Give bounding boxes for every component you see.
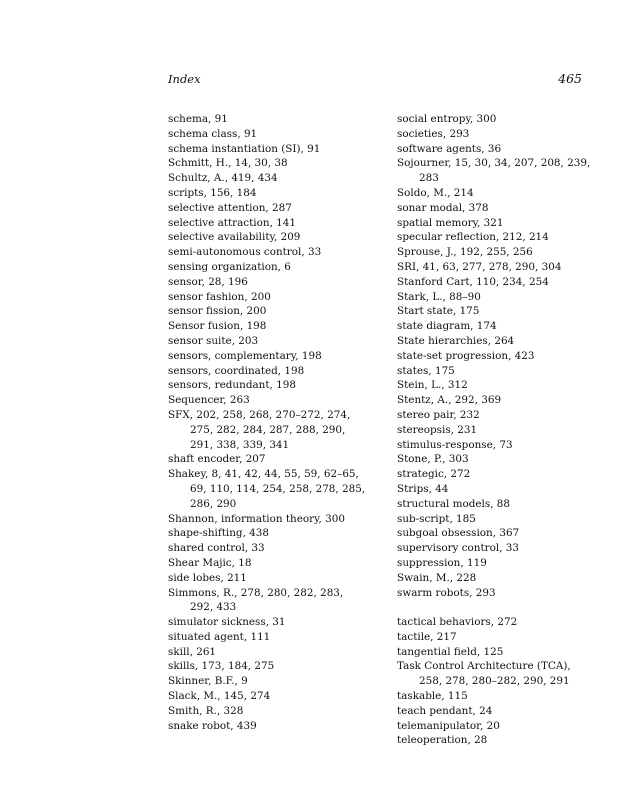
index-entry: selective attraction, 141 bbox=[168, 216, 297, 229]
index-entry: stereopsis, 231 bbox=[397, 423, 478, 436]
index-entry: strategic, 272 bbox=[397, 468, 471, 481]
index-entry: sub-script, 185 bbox=[397, 512, 476, 525]
index-entry: tactical behaviors, 272 bbox=[397, 616, 518, 629]
index-entry: scripts, 156, 184 bbox=[168, 186, 257, 199]
index-entry: sensors, redundant, 198 bbox=[168, 379, 296, 392]
index-entry: Schmitt, H., 14, 30, 38 bbox=[168, 157, 288, 170]
index-entry: Stentz, A., 292, 369 bbox=[397, 394, 502, 407]
index-entry: Slack, M., 145, 274 bbox=[168, 690, 271, 703]
index-entry: Sprouse, J., 192, 255, 256 bbox=[397, 246, 533, 259]
index-entry: schema, 91 bbox=[168, 113, 228, 125]
index-entry: Smith, R., 328 bbox=[168, 704, 244, 717]
index-entry: Task Control Architecture (TCA), 258, 278, 280–282, 290, 291 bbox=[397, 660, 571, 688]
index-entry: sensing organization, 6 bbox=[168, 260, 291, 273]
index-column-left bbox=[168, 112, 368, 733]
index-entry: skills, 173, 184, 275 bbox=[168, 660, 275, 673]
index-entry: taskable, 115 bbox=[397, 690, 468, 703]
index-entry: situated agent, 111 bbox=[168, 630, 271, 643]
index-entry: states, 175 bbox=[397, 364, 455, 377]
index-entry: Shakey, 8, 41, 42, 44, 55, 59, 62–65, 69, 110, 114, 254, 258, 278, 285, 286, 290 bbox=[168, 468, 366, 510]
index-entry: state-set progression, 423 bbox=[397, 349, 535, 362]
index-entry: Stone, P., 303 bbox=[397, 453, 469, 466]
running-header-title: Index bbox=[168, 72, 201, 86]
index-entry: Sequencer, 263 bbox=[168, 394, 250, 407]
index-entry: Sojourner, 15, 30, 34, 207, 208, 239, 283 bbox=[397, 157, 591, 185]
index-entry: state diagram, 174 bbox=[397, 320, 497, 333]
index-entry: specular reflection, 212, 214 bbox=[397, 231, 549, 244]
index-column-right bbox=[397, 112, 597, 748]
index-entry: Soldo, M., 214 bbox=[397, 186, 474, 199]
index-entry: snake robot, 439 bbox=[168, 719, 257, 732]
index-entry: schema instantiation (SI), 91 bbox=[168, 142, 321, 155]
index-entry: sensor fashion, 200 bbox=[168, 290, 271, 303]
index-entry: Stark, L., 88–90 bbox=[397, 290, 481, 303]
index-entry: shape-shifting, 438 bbox=[168, 527, 270, 540]
index-entry: schema class, 91 bbox=[168, 127, 258, 140]
index-entry: Shannon, information theory, 300 bbox=[168, 512, 345, 525]
index-entry: selective attention, 287 bbox=[168, 201, 292, 214]
index-entry: shaft encoder, 207 bbox=[168, 453, 266, 466]
index-entry: social entropy, 300 bbox=[397, 113, 497, 125]
index-entry: subgoal obsession, 367 bbox=[397, 527, 520, 540]
index-entry: SRI, 41, 63, 277, 278, 290, 304 bbox=[397, 260, 562, 273]
index-entry: sensor fission, 200 bbox=[168, 305, 267, 318]
index-entry: Swain, M., 228 bbox=[397, 571, 477, 584]
index-entry: side lobes, 211 bbox=[168, 571, 247, 584]
index-entry: semi-autonomous control, 33 bbox=[168, 246, 322, 259]
index-entry: teleoperation, 28 bbox=[397, 734, 488, 747]
index-entry: societies, 293 bbox=[397, 127, 470, 140]
index-entry: supervisory control, 33 bbox=[397, 542, 520, 555]
index-entry: Skinner, B.F., 9 bbox=[168, 675, 248, 688]
index-entry: telemanipulator, 20 bbox=[397, 719, 500, 732]
index-entry: shared control, 33 bbox=[168, 542, 265, 555]
index-entry: tangential field, 125 bbox=[397, 645, 504, 658]
index-entry: sonar modal, 378 bbox=[397, 201, 489, 214]
index-entry: Schultz, A., 419, 434 bbox=[168, 172, 278, 185]
page-number: 465 bbox=[558, 71, 582, 86]
letter-group-gap bbox=[397, 600, 597, 615]
index-entry: tactile, 217 bbox=[397, 630, 457, 643]
index-entry: Start state, 175 bbox=[397, 305, 480, 318]
index-entry: SFX, 202, 258, 268, 270–272, 274, 275, 282, 284, 287, 288, 290, 291, 338, 339, 341 bbox=[168, 408, 351, 451]
index-entry: simulator sickness, 31 bbox=[168, 616, 286, 629]
index-entry: Strips, 44 bbox=[397, 482, 449, 495]
index-entry: sensor, 28, 196 bbox=[168, 275, 248, 288]
index-entry: teach pendant, 24 bbox=[397, 704, 493, 717]
index-entry: suppression, 119 bbox=[397, 556, 487, 569]
index-entry: sensor suite, 203 bbox=[168, 334, 259, 347]
index-entry: structural models, 88 bbox=[397, 497, 511, 510]
index-entry: sensors, complementary, 198 bbox=[168, 349, 322, 362]
index-entry: spatial memory, 321 bbox=[397, 216, 504, 229]
index-entry: Simmons, R., 278, 280, 282, 283, 292, 433 bbox=[168, 586, 344, 614]
index-entry: Stein, L., 312 bbox=[397, 379, 468, 392]
index-entry: Shear Majic, 18 bbox=[168, 556, 252, 569]
index-entry: selective availability, 209 bbox=[168, 231, 301, 244]
index-entry: stimulus-response, 73 bbox=[397, 438, 513, 451]
index-entry: swarm robots, 293 bbox=[397, 586, 496, 599]
index-entry: Sensor fusion, 198 bbox=[168, 320, 267, 333]
index-entry: software agents, 36 bbox=[397, 142, 502, 155]
index-entry: sensors, coordinated, 198 bbox=[168, 364, 305, 377]
index-entry: stereo pair, 232 bbox=[397, 408, 480, 421]
index-entry: Stanford Cart, 110, 234, 254 bbox=[397, 275, 549, 288]
index-entry: skill, 261 bbox=[168, 645, 217, 658]
index-entry: State hierarchies, 264 bbox=[397, 334, 515, 347]
